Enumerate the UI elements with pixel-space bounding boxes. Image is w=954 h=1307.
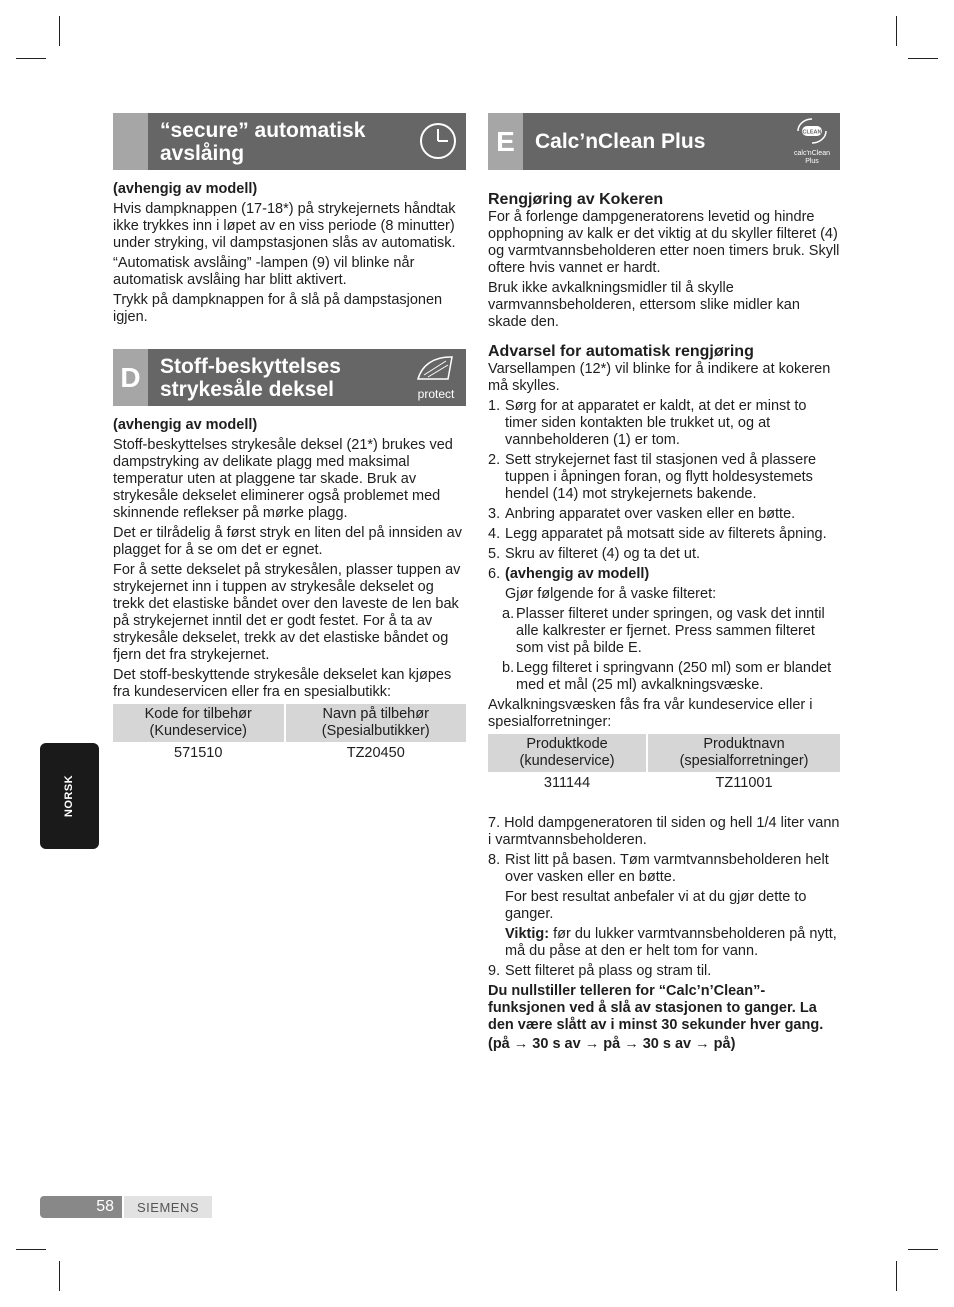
- list-number: 9.: [488, 963, 501, 979]
- section-header-protect: [113, 349, 466, 406]
- section-title-line: avslåing: [160, 141, 245, 165]
- list-item: [488, 566, 840, 583]
- list-number: 3.: [488, 506, 501, 522]
- paragraph: Trykk på dampknappen for å slå på dampstasjonen igjen.: [113, 292, 443, 325]
- list-text: Skru av filteret (4) og ta det ut.: [505, 546, 701, 562]
- list-item: [488, 452, 840, 503]
- brand-name: SIEMENS: [124, 1196, 212, 1218]
- table-cell: 311144: [543, 775, 591, 791]
- list-item: [488, 963, 840, 980]
- bold-paragraph: Du nullstiller telleren for “Calc’n’Clean”-funksjonen ved å slå av stasjonen to ganger. La den være slått av i minst 30 sekunder hver gang.: [488, 983, 824, 1033]
- text: før du lukker varmtvannsbeholderen på nytt, må du påse at den er helt tom for vann.: [505, 926, 837, 959]
- section-title-line: “secure” automatisk: [160, 118, 366, 142]
- crop-mark: [59, 1261, 60, 1291]
- section-letter: D: [113, 349, 148, 406]
- list-text: Legg filteret i springvann (250 ml) som er blandet med et mål (25 ml) avkalkningsvæske.: [516, 660, 832, 693]
- list-letter: a.: [502, 606, 515, 622]
- list-number: 4.: [488, 526, 501, 542]
- list-number: 1.: [488, 398, 501, 414]
- section-letter-blank: [113, 113, 148, 170]
- list-text: Sett strykejernet fast til stasjonen ved å plassere tuppen i åpningen foran, og flytt holdesystemets hendel (14) mot strykejernets bakende.: [505, 452, 817, 502]
- crop-mark: [896, 1261, 897, 1291]
- paragraph: Det stoff-beskyttende strykesåle dekselet kan kjøpes fra kundeservicen eller fra en spesialbutikk:: [113, 667, 452, 700]
- paragraph: Bruk ikke avkalkningsmidler til å skylle varmvannsbeholderen, ettersom slike midler kan skade den.: [488, 280, 800, 330]
- table-header: Kode for tilbehør (Kundeservice): [113, 704, 284, 742]
- left-column: [113, 113, 466, 765]
- accessory-table: [111, 704, 468, 765]
- list-item: [488, 398, 840, 449]
- list-number: 6.: [488, 566, 501, 582]
- list-item: [488, 506, 840, 523]
- list-number: 8.: [488, 852, 501, 868]
- paragraph: 7. Hold dampgeneratoren til siden og hell 1/4 liter vann i varmtvannsbeholderen.: [488, 815, 840, 848]
- paragraph: Det er tilrådelig å først stryk en liten del på innsiden av plagget for å se om det er egnet.: [113, 525, 462, 558]
- language-tab: [40, 743, 99, 849]
- model-note: (avhengig av modell): [113, 181, 258, 197]
- subheading: Rengjøring av Kokeren: [488, 191, 664, 208]
- table-header-row: [488, 734, 840, 772]
- table-cell: 571510: [174, 745, 223, 761]
- paragraph: Avkalkningsvæsken fås fra vår kundeservice eller i spesialforretninger:: [488, 697, 813, 730]
- calc-clean-icon: [792, 117, 832, 166]
- sub-list-item: [488, 660, 840, 694]
- paragraph: For å sette dekselet på strykesålen, plasser tuppen av strykejernet inn i tuppen av strykesåle dekselet og trekk det elastiske båndet over den laveste de len bak på strykejernet inntil det er godt festet. For å ta av strykesåle dekselet, trekk av det elastiske båndet og fjern det fra strykejernet.: [113, 562, 461, 663]
- protect-label: protect: [417, 387, 455, 401]
- table-header: Produktkode (kundeservice): [488, 734, 646, 772]
- section-title: Calc’nClean Plus: [535, 130, 706, 153]
- clean-badge: CLEAN: [802, 129, 822, 136]
- list-item: [488, 526, 840, 543]
- calc-clean-label: Plus: [805, 158, 819, 165]
- list-text: Plasser filteret under springen, og vask det inntil alle kalkrester er fjernet. Press sammen filteret som vist på bilde E.: [516, 606, 825, 656]
- list-item: [488, 852, 840, 886]
- footer: [40, 1196, 212, 1218]
- section-letter: E: [488, 113, 523, 170]
- table-header-row: [113, 704, 466, 742]
- sub-paragraph: [488, 926, 840, 960]
- list-text: Anbring apparatet over vasken eller en bøtte.: [505, 506, 796, 522]
- bold-paragraph: (på → 30 s av → på → 30 s av → på): [488, 1036, 736, 1052]
- subheading: Advarsel for automatisk rengjøring: [488, 343, 754, 360]
- list-text: (avhengig av modell): [505, 566, 650, 582]
- crop-mark: [16, 1249, 46, 1250]
- paragraph: For å forlenge dampgeneratorens levetid og hindre opphopning av kalk er det viktig at du skyller filteret (4) og varmtvannsbeholderen etter noen timers bruk. Skyll oftere hvis vannet er hardt.: [488, 209, 840, 276]
- calc-clean-label: calc'nClean: [794, 150, 830, 157]
- section-title-line: strykesåle deksel: [160, 377, 334, 401]
- paragraph: Varsellampen (12*) vil blinke for å indikere at kokeren må skylles.: [488, 361, 831, 394]
- sub-paragraph: Gjør følgende for å vaske filteret:: [505, 586, 717, 602]
- sub-paragraph: For best resultat anbefaler vi at du gjør dette to ganger.: [505, 889, 807, 922]
- crop-mark: [908, 1249, 938, 1250]
- table-row: [113, 742, 466, 765]
- list-item: [488, 546, 840, 563]
- crop-mark: [908, 58, 938, 59]
- table-header: Navn på tilbehør (Spesialbutikker): [286, 704, 467, 742]
- language-label: NORSK: [63, 774, 75, 818]
- section-title-line: Stoff-beskyttelses: [160, 354, 341, 378]
- page-number: 58: [40, 1196, 122, 1218]
- paragraph: Stoff-beskyttelses strykesåle deksel (21*) brukes ved dampstryking av delikate plagg med maksimal temperatur uten at plaggene tar skade. Bruk av strykesåle dekselet eliminerer også problemet med skinnende reflekser på mørke plagg.: [113, 437, 453, 521]
- crop-mark: [16, 58, 46, 59]
- model-note: (avhengig av modell): [113, 417, 258, 433]
- list-number: 5.: [488, 546, 501, 562]
- list-letter: b.: [502, 660, 515, 676]
- bold-label: Viktig:: [505, 926, 550, 942]
- table-header: Produktnavn (spesialforretninger): [648, 734, 840, 772]
- product-table: [486, 734, 842, 795]
- crop-mark: [896, 16, 897, 46]
- steps-list: [488, 398, 840, 583]
- section-header-secure: [113, 113, 466, 170]
- iron-icon: [412, 353, 460, 400]
- list-number: 2.: [488, 452, 501, 468]
- table-row: [488, 772, 840, 795]
- list-text: Rist litt på basen. Tøm varmtvannsbeholderen helt over vasken eller en bøtte.: [505, 852, 829, 885]
- table-cell: TZ11001: [715, 775, 773, 791]
- clock-icon: [416, 119, 460, 168]
- paragraph: “Automatisk avslåing” -lampen (9) vil blinke når automatisk avslåing har blitt aktivert.: [113, 255, 415, 288]
- sub-list-item: [488, 606, 840, 657]
- section-header-calcnclean: [488, 113, 840, 170]
- list-text: Legg apparatet på motsatt side av filterets åpning.: [505, 526, 827, 542]
- crop-mark: [59, 16, 60, 46]
- table-cell: TZ20450: [346, 745, 405, 761]
- paragraph: Hvis dampknappen (17-18*) på strykejernets håndtak ikke trykkes inn i løpet av en viss periode (8 minutter) under stryking, vil dampstasjonen slås av automatisk.: [113, 201, 456, 251]
- list-text: Sett filteret på plass og stram til.: [505, 963, 712, 979]
- list-text: Sørg for at apparatet er kaldt, at det er minst to timer siden kontakten ble trukket ut, og at vannbeholderen (1) er tom.: [505, 398, 807, 448]
- right-column: [488, 113, 840, 1056]
